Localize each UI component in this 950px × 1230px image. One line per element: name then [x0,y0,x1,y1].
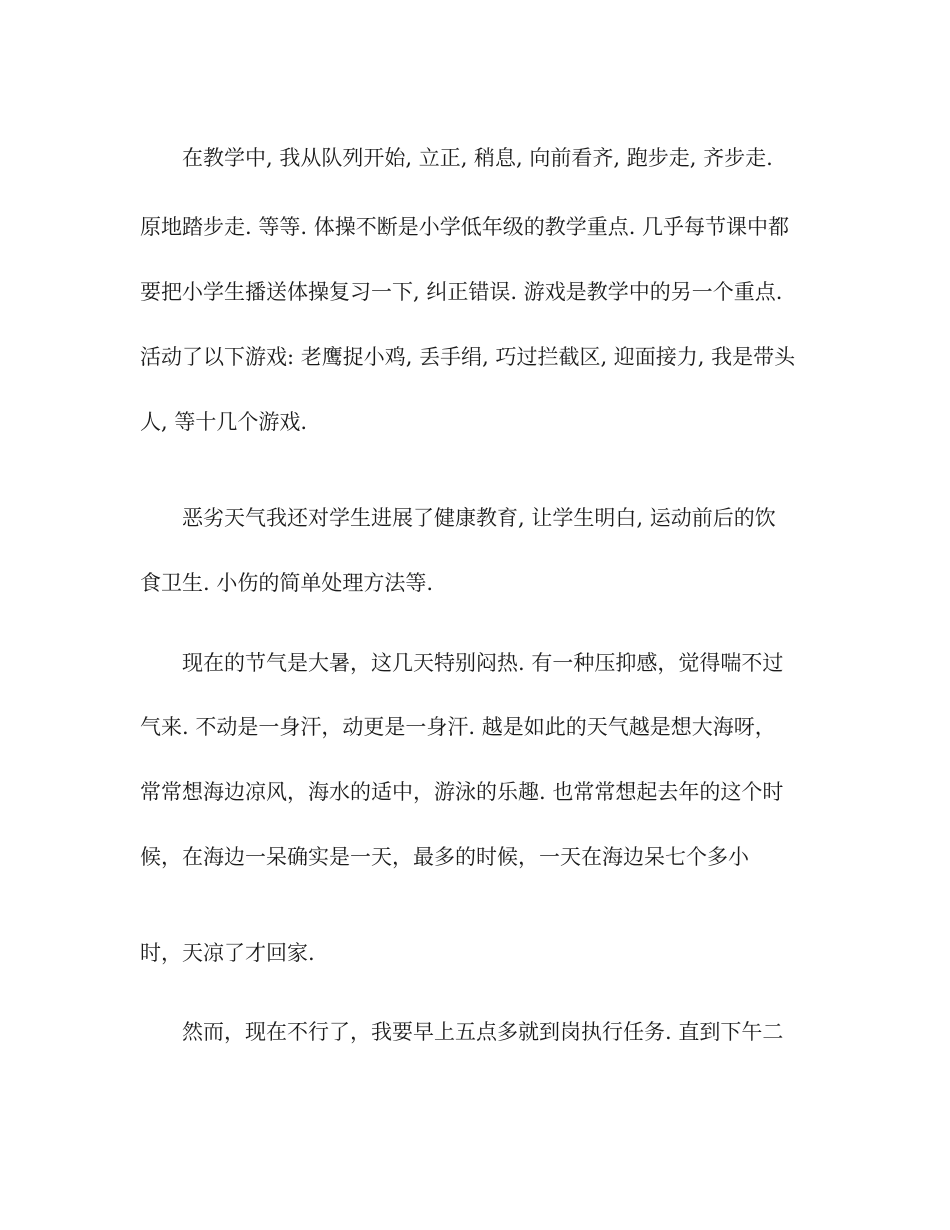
paragraph-3-line-3: 常常想海边凉风，海水的适中，游泳的乐趣. 也常常想起去年的这个时 [140,780,784,804]
paragraph-3-line-2: 气来. 不动是一身汗，动更是一身汗. 越是如此的天气越是想大海呀， [140,715,776,739]
paragraph-3-line-5: 时，天凉了才回家. [140,941,315,965]
paragraph-1-line-2: 原地踏步走. 等等. 体操不断是小学低年级的教学重点. 几乎每节课中都 [140,215,790,239]
paragraph-1-line-1: 在教学中, 我从队列开始, 立正, 稍息, 向前看齐, 跑步走, 齐步走. [182,146,773,170]
paragraph-3-line-1: 现在的节气是大暑，这几天特别闷热. 有一种压抑感，觉得喘不过 [182,651,784,675]
paragraph-4-line-1: 然而，现在不行了，我要早上五点多就到岗执行任务. 直到下午二 [182,1020,784,1044]
paragraph-1-line-5: 人, 等十几个游戏. [140,410,308,434]
paragraph-2-line-2: 食卫生. 小伤的简单处理方法等. [140,571,434,595]
paragraph-1-line-3: 要把小学生播送体操复习一下, 纠正错误. 游戏是教学中的另一个重点. [140,280,783,304]
paragraph-2-line-1: 恶劣天气我还对学生进展了健康教育, 让学生明白, 运动前后的饮 [182,506,776,530]
paragraph-1-line-4: 活动了以下游戏: 老鹰捉小鸡, 丢手绢, 巧过拦截区, 迎面接力, 我是带头 [140,345,796,369]
paragraph-3-line-4: 候，在海边一呆确实是一天，最多的时候，一天在海边呆七个多小 [140,845,749,869]
